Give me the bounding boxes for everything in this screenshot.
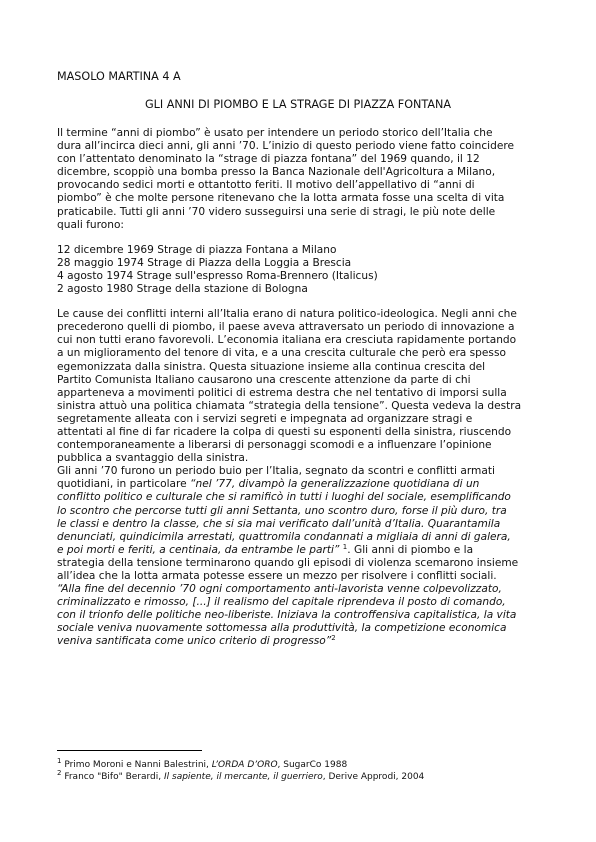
footnote-title: L’ORDA D’ORO [211, 760, 278, 770]
footnote-reference[interactable]: 2 [331, 634, 336, 643]
document-body [57, 127, 547, 649]
footnote [57, 768, 425, 784]
quote-line: criminalizzato e rimosso, [...] il realismo del capitale riprendeva il posto di comando, [57, 596, 506, 609]
quote-text: e poi morti e feriti, a centinaia, da entrambe le parti” [57, 543, 343, 556]
text-line: apparteneva a movimenti politici di estrema destra che nel tentativo di imporsi sulla [57, 386, 507, 399]
quote-line: con il trionfo delle politiche neo-liberiste. Iniziava la controffensiva capitalistica, la vita [57, 609, 517, 622]
list-item: 4 agosto 1974 Strage sull'espresso Roma-Brennero (Italicus) [57, 269, 378, 282]
footnote [57, 757, 424, 772]
list-item: 28 maggio 1974 Strage di Piazza della Loggia a Brescia [57, 256, 352, 269]
footnote-title: Il sapiente, il mercante, il guerriero [163, 771, 323, 782]
text-line: all’idea che la lotta armata potesse essere un mezzo per risolvere i conflitti sociali. [57, 570, 497, 582]
footnote-number: 2 [57, 768, 62, 777]
text-line: piombo” è che molte persone ritenevano che la lotta armata fosse una scelta di vita [57, 192, 505, 205]
text-line: Il termine “anni di piombo” è usato per intendere un periodo storico dell’Italia che [57, 127, 493, 139]
text-span: quotidiani, in particolare [57, 478, 191, 491]
text-line: strategia della tensione terminarono quando gli episodi di violenza scemarono insieme [57, 556, 519, 569]
text-line: pubblica a svantaggio della sinistra. [57, 452, 249, 465]
footnote-text: Franco "Bifo" Berardi, [61, 771, 164, 782]
text-line: dura all’incirca dieci anni, gli anni ’70. L’inizio di questo periodo viene fatto coincidere [57, 140, 514, 153]
quote-text: “nel ’77, divampò la generalizzazione quotidiana di un [190, 478, 480, 491]
footnote-separator [57, 750, 202, 751]
document-title: GLI ANNI DI PIOMBO E LA STRAGE DI PIAZZA FONTANA [144, 98, 452, 111]
text-line: provocando sedici morti e ottantotto feriti. Il motivo dell’appellativo di “anni di [57, 179, 475, 192]
list-item: 12 dicembre 1969 Strage di piazza Fontana a Milano [57, 243, 337, 256]
paragraph-gap [57, 296, 547, 308]
massacre-list [57, 244, 547, 296]
footnotes [57, 757, 425, 783]
text-line: Le cause dei conflitti interni all’Italia erano di natura politico-ideologica. Negli anni che [57, 308, 517, 321]
footnote-text: , Derive Approdi, 2004 [322, 771, 425, 782]
text-line: Gli anni ’70 furono un periodo buio per l’Italia, segnato da scontri e conflitti armati [57, 465, 495, 478]
text-line: dicembre, scoppiò una bomba presso la Banca Nazionale dell'Agricoltura a Milano, [57, 166, 496, 179]
footnote-reference[interactable]: 1 [342, 542, 348, 551]
dark-period-paragraph [57, 465, 547, 648]
text-line [57, 478, 547, 491]
author-line: MASOLO MARTINA 4 A [57, 70, 181, 83]
text-line: segretamente alleata con i servizi segreti e impegnata ad organizzare stragi e [57, 412, 473, 425]
text-span: . Gli anni di piombo e la [347, 543, 474, 556]
text-line: precederono quelli di piombo, il paese aveva attraversato un periodo di innovazione a [57, 321, 515, 334]
footnote-text: , SugarCo 1988 [277, 760, 348, 770]
text-line: sinistra attuò una politica chiamata “strategia della tensione”. Questa vedeva la destra [57, 399, 522, 412]
list-item: 2 agosto 1980 Strage della stazione di Bologna [57, 283, 308, 296]
quote-line: lo scontro che percorse tutti gli anni Settanta, uno scontro duro, forse il più duro, tra [57, 504, 507, 517]
text-line: Partito Comunista Italiano causarono una crescente attenzione da parte di chi [57, 373, 471, 386]
text-line: quali furono: [57, 218, 124, 231]
quote-line: denunciati, quindicimila arrestati, quattromila condannati a migliaia di anni di galera, [57, 530, 511, 543]
quote-line: conflitto politico e culturale che si ramificò in tutti i luoghi del sociale, esemplificando [57, 491, 511, 504]
quote-line: sociale veniva nuovamente sottomessa alla produttività, la competizione economica [57, 622, 507, 635]
causes-paragraph [57, 308, 547, 465]
text-line: con l’attentato denominato la “strage di piazza fontana” del 1969 quando, il 12 [57, 153, 480, 166]
paragraph-gap [57, 232, 547, 244]
text-line: egemonizzata dalla sinistra. Questa situazione insieme alla continua crescita del [57, 360, 486, 373]
text-line [57, 544, 547, 557]
text-line: praticabile. Tutti gli anni ’70 videro susseguirsi una serie di stragi, le più note delle [57, 205, 496, 218]
footnote-text: Primo Moroni e Nanni Balestrini, [61, 760, 212, 770]
text-line: cui non tutti erano favorevoli. L’economia italiana era cresciuta rapidamente portando [57, 334, 517, 347]
intro-paragraph [57, 127, 547, 232]
text-line: attentati al fine di far ricadere la colpa di questi su esponenti della sinistra, riuscendo [57, 425, 512, 438]
text-line: contemporaneamente a liberarsi di personaggi scomodi e a influenzare l’opinione [57, 439, 492, 452]
text-line: a un miglioramento del tenore di vita, e a una crescita culturale che però era spesso [57, 347, 506, 360]
footnote-number: 1 [57, 757, 62, 765]
quote-line: le classi e dentro la classe, che si sia mai verificato dall’unità d’Italia. Quarantamila [57, 517, 501, 530]
quote-text: veniva santificata come unico criterio di progresso” [57, 635, 332, 648]
text-line [57, 635, 547, 648]
quote-line: “Alla fine del decennio ’70 ogni comportamento anti-lavorista venne colpevolizzato, [57, 583, 502, 596]
